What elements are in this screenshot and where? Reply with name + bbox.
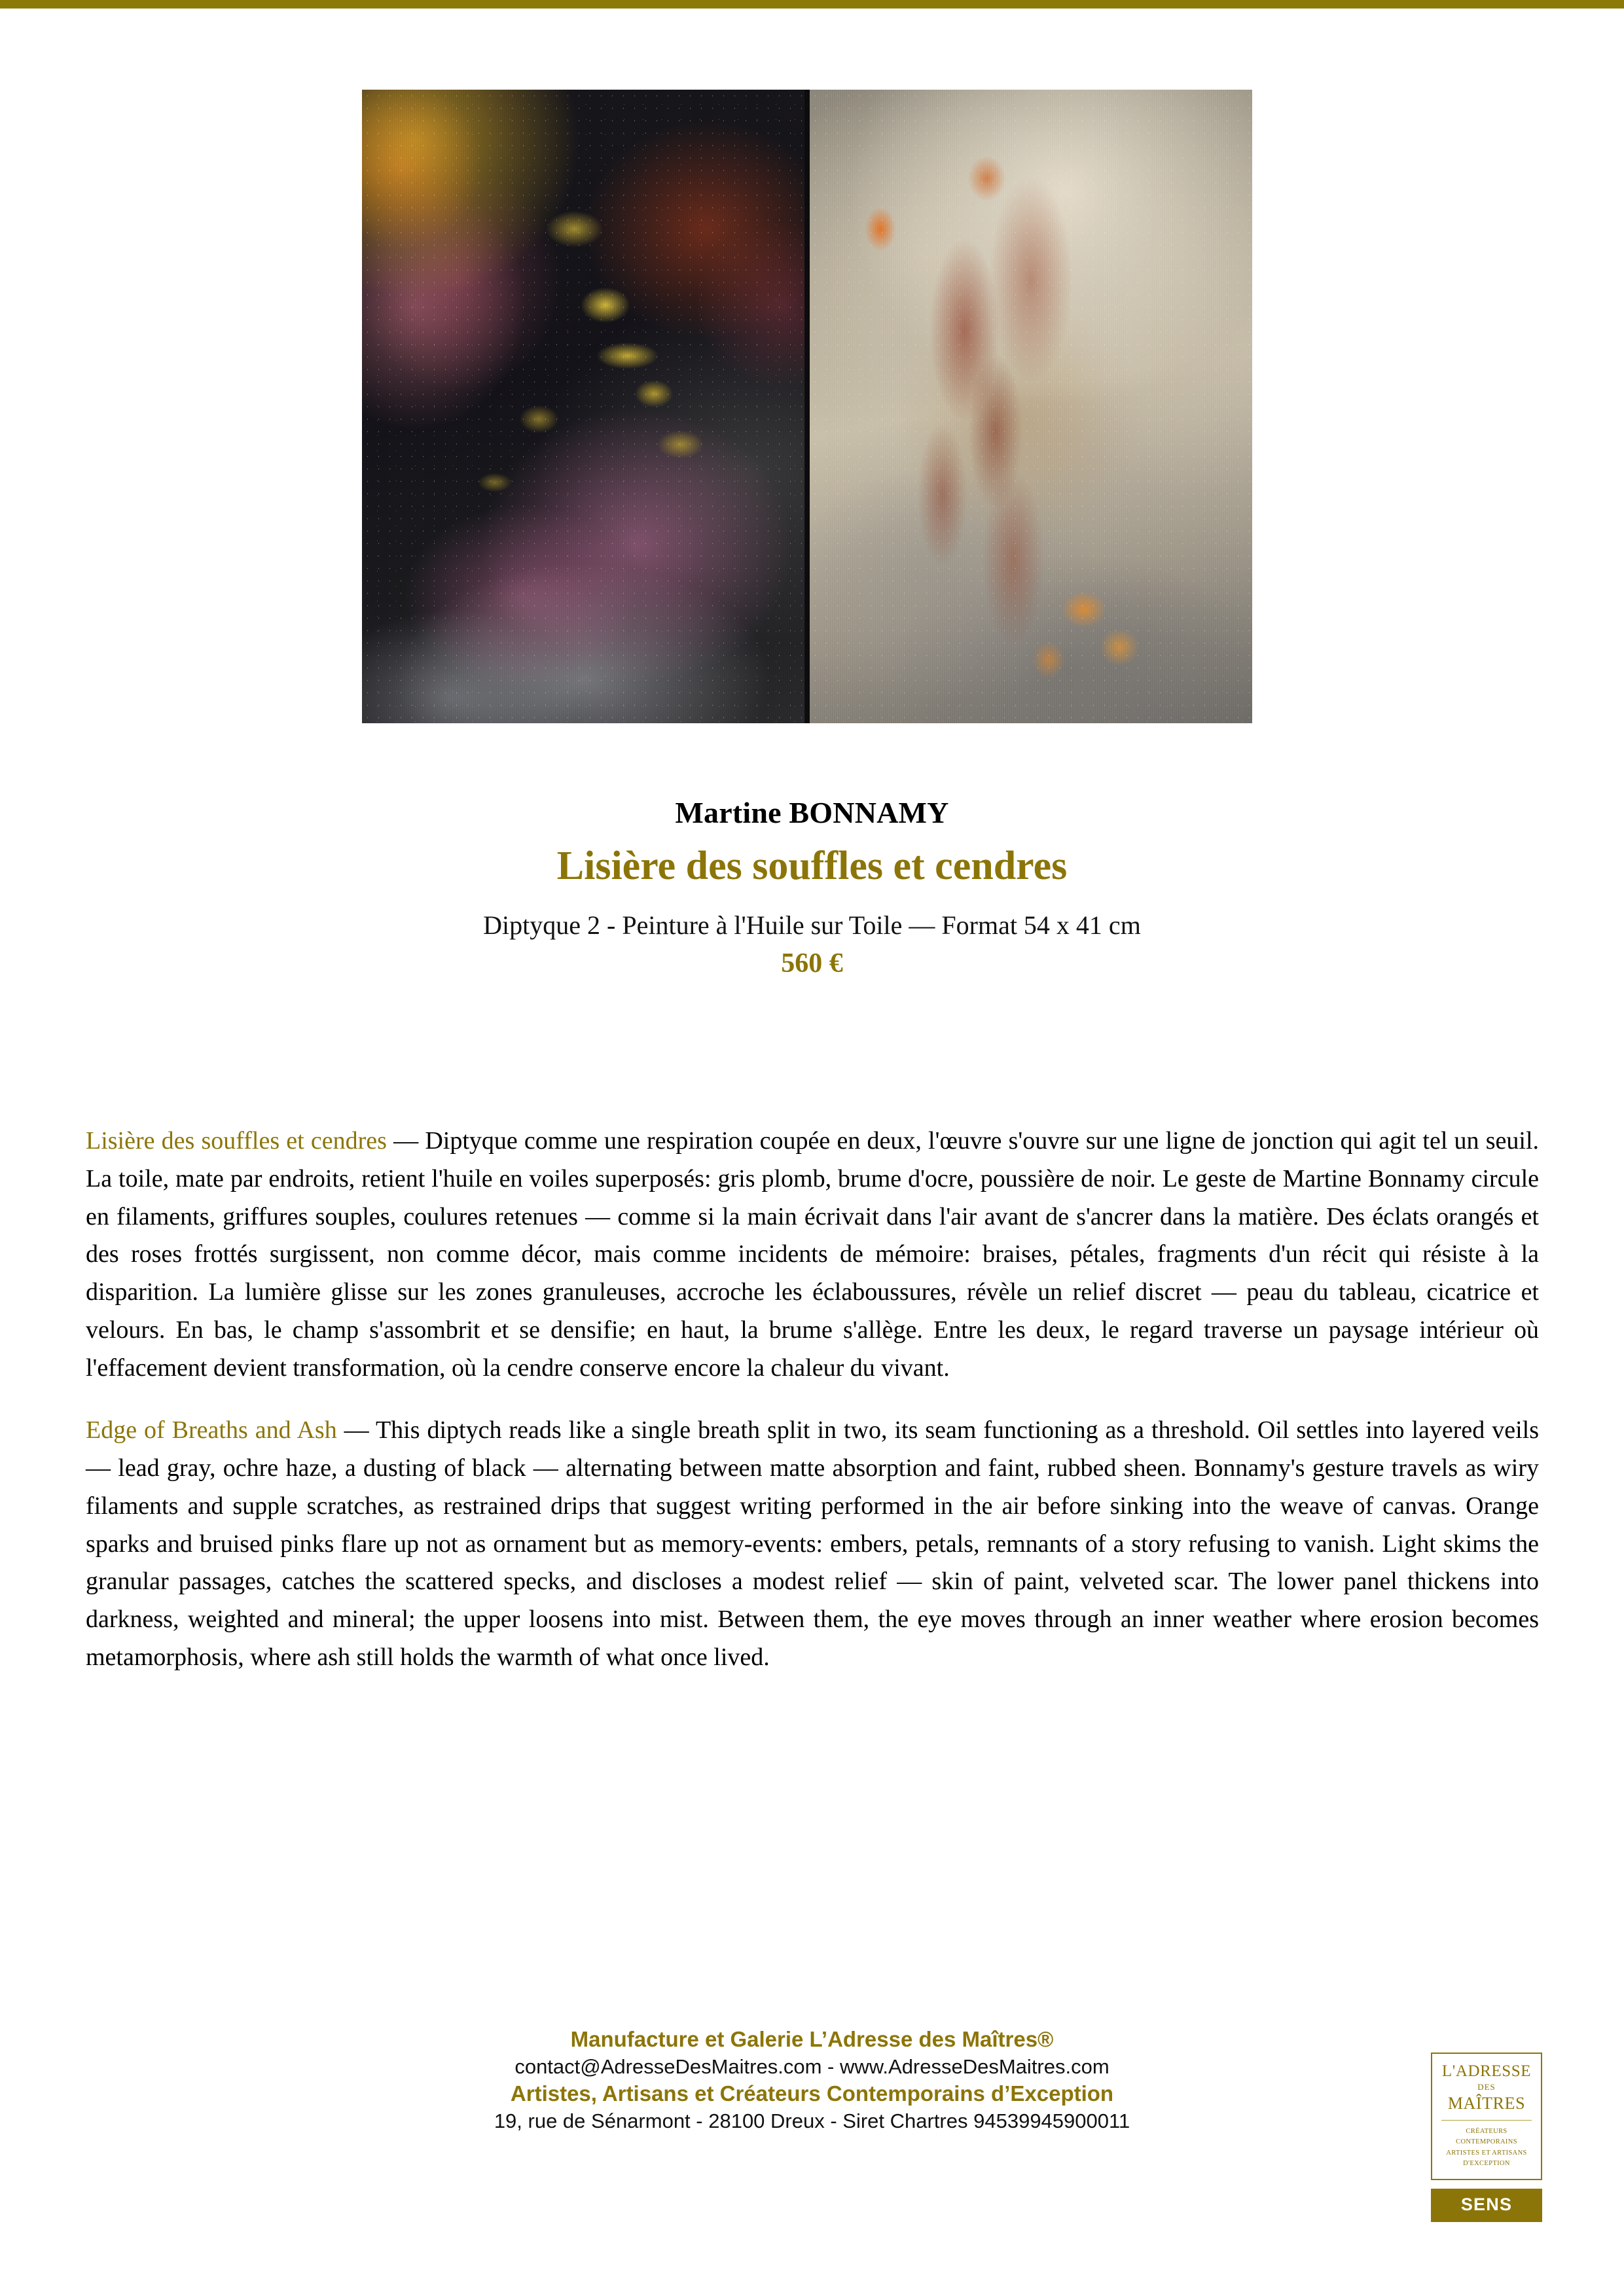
footer-tagline: Artistes, Artisans et Créateurs Contemporains d’Exception [510,2081,1114,2106]
artist-name: Martine BONNAMY [675,796,949,829]
logo-line-adresse: L'ADRESSE [1441,2062,1532,2080]
description-en-body: — This diptych reads like a single breath split in two, its seam functioning as a threshold. Oil settles into layered veils — lead gray, ochre haze, a dusting of black — alternating between matte absorption and faint, rubbed sheen. Bonnamy's gesture travels as wiry filaments and supple scratches, as restrained drips that suggest writing performed in the air before sinking into the weave of canvas. Orange sparks and bruised pinks flare up not as ornament but as memory-events: embers, petals, remnants of a story refusing to vanish. Light skims the granular passages, catches the scattered specks, and discloses a modest relief — skin of paint, velveted scar. The lower panel thickens into darkness, weighted and mineral; the upper loosens into mist. Between them, the eye moves through an inner weather where erosion becomes metamorphosis, where ash still holds the warmth of what once lived. [86,1416,1540,1671]
logo-line-des: DES [1477,2082,1496,2092]
description-fr-lead: Lisière des souffles et cendres [86,1127,387,1155]
artwork-panel-left [362,90,804,723]
logo-subtitle-createurs: CRÉATEURS CONTEMPORAINS [1456,2127,1517,2146]
footer-company-name: Manufacture et Galerie L’Adresse des Maîtres® [570,2027,1054,2051]
footer-address: 19, rue de Sénarmont - 28100 Dreux - Siret Chartres 94539945900011 [494,2109,1130,2133]
artwork-specification: Diptyque 2 - Peinture à l'Huile sur Toile — Format 54 x 41 cm [483,910,1141,940]
artwork-figure [362,90,1252,723]
top-gold-rule [0,0,1624,9]
description-block [86,1122,1539,1677]
artwork-image [362,90,1252,723]
artwork-title: Lisière des souffles et cendres [556,844,1068,888]
description-en-lead: Edge of Breaths and Ash [86,1416,337,1444]
panel-left-speckle [362,90,804,723]
diptych-seam [804,90,810,723]
adresse-des-maitres-logo [1431,2053,1542,2222]
description-paragraph-en [86,1412,1539,1676]
logo-subtitle-artistes: ARTISTES ET ARTISANS [1446,2149,1527,2157]
artwork-panel-right [810,90,1252,723]
artwork-price: 560 € [781,948,843,978]
logo-card [1431,2053,1542,2180]
logo-line-maitres: MAÎTRES [1447,2093,1526,2113]
logo-divider [1441,2120,1532,2121]
description-paragraph-fr [86,1122,1539,1387]
page-footer [0,2026,1624,2134]
logo-subtitle-exception: D'EXCEPTION [1463,2160,1510,2168]
logo-sens-badge: SENS [1431,2189,1542,2222]
footer-contact[interactable]: contact@AdresseDesMaitres.com - www.AdresseDesMaitres.com [514,2054,1110,2078]
description-fr-body: — Diptyque comme une respiration coupée en deux, l'œuvre s'ouvre sur une ligne de jonction qui agit tel un seuil. La toile, mate par endroits, retient l'huile en voiles superposés: gris plomb, brume d'ocre, poussière de noir. Le geste de Martine Bonnamy circule en filaments, griffures souples, coulures retenues — comme si la main écrivait dans l'air avant de s'ancrer dans la matière. Des éclats orangés et des roses frottés surgissent, non comme décor, mais comme incidents de mémoire: braises, pétales, fragments d'un récit qui résiste à la disparition. La lumière glisse sur les zones granuleuses, accroche les éclaboussures, révèle un relief discret — peau du tableau, cicatrice et velours. En bas, le champ s'assombrit et se densifie; en haut, la brume s'allège. Entre les deux, le regard traverse un paysage intérieur où l'effacement devient transformation, où la cendre conserve encore la chaleur du vivant. [86,1127,1540,1382]
panel-right-speckle [810,90,1252,723]
